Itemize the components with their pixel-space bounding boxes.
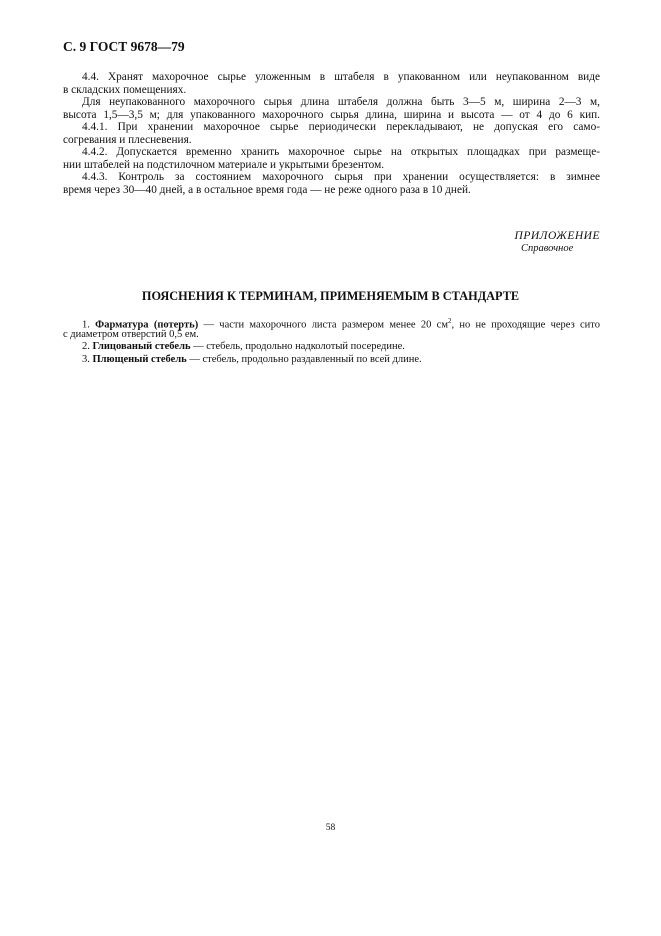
text-line: согревания и плесневения.	[63, 134, 192, 146]
appendix-type: Справочное	[521, 243, 574, 254]
term-name: Фарматура (потерть)	[95, 319, 199, 331]
term-number: 2.	[82, 341, 90, 352]
text-line: Для неупакованного махорочного сырья длина штабеля должна быть 3—5 м, ширина 2—3 м,	[82, 96, 600, 108]
text-line: 4.4. Хранят махорочное сырье уложенным в штабеля в упакованном или неупакованном виде	[82, 71, 600, 83]
text-line: высота 1,5—3,5 м; для упакованного махорочного сырья длина, ширина и высота — от 4 до 6 кип.	[63, 109, 600, 121]
term-number: 1.	[82, 319, 90, 331]
term-definition: — стебель, продольно раздавленный по всей длине.	[186, 354, 422, 365]
text-line: 4.4.2. Допускается временно хранить махорочное сырье на открытых площадках при размеще-	[82, 146, 600, 158]
term-name: Плющеный стебель	[92, 354, 187, 365]
terms-title: ПОЯСНЕНИЯ К ТЕРМИНАМ, ПРИМЕНЯЕМЫМ В СТАНДАРТЕ	[141, 289, 520, 303]
term-definition: — части махорочного листа размером менее 20 см	[198, 319, 448, 331]
appendix-label: ПРИЛОЖЕНИЕ	[514, 230, 600, 242]
page-header: С. 9 ГОСТ 9678—79	[63, 39, 185, 54]
term-name: Глицованый стебель	[92, 341, 191, 352]
term-definition: , но не проходящие через сито	[451, 319, 600, 331]
text-line: 4.4.3. Контроль за состоянием махорочного сырья при хранении осуществляется: в зимнее	[82, 171, 600, 183]
term-item-1-cont: с диаметром отверстий 0,5 ем.	[63, 329, 199, 340]
superscript: 2	[447, 317, 452, 325]
term-item-3	[63, 353, 600, 366]
text-line: время через 30—40 дней, а в остальное время года — не реже одного раза в 10 дней.	[63, 184, 471, 196]
page-number: 58	[325, 823, 336, 833]
text-line: в складских помещениях.	[63, 84, 187, 96]
text-line: 4.4.1. При хранении махорочное сырье периодически перекладывают, не допуская его само-	[82, 121, 600, 133]
term-item-2	[63, 340, 600, 353]
text-line: нии штабелей на подстилочном материале и укрытыми брезентом.	[63, 159, 385, 171]
term-definition: — стебель, продольно надколотый посередине.	[190, 341, 405, 352]
term-number: 3.	[82, 354, 90, 365]
